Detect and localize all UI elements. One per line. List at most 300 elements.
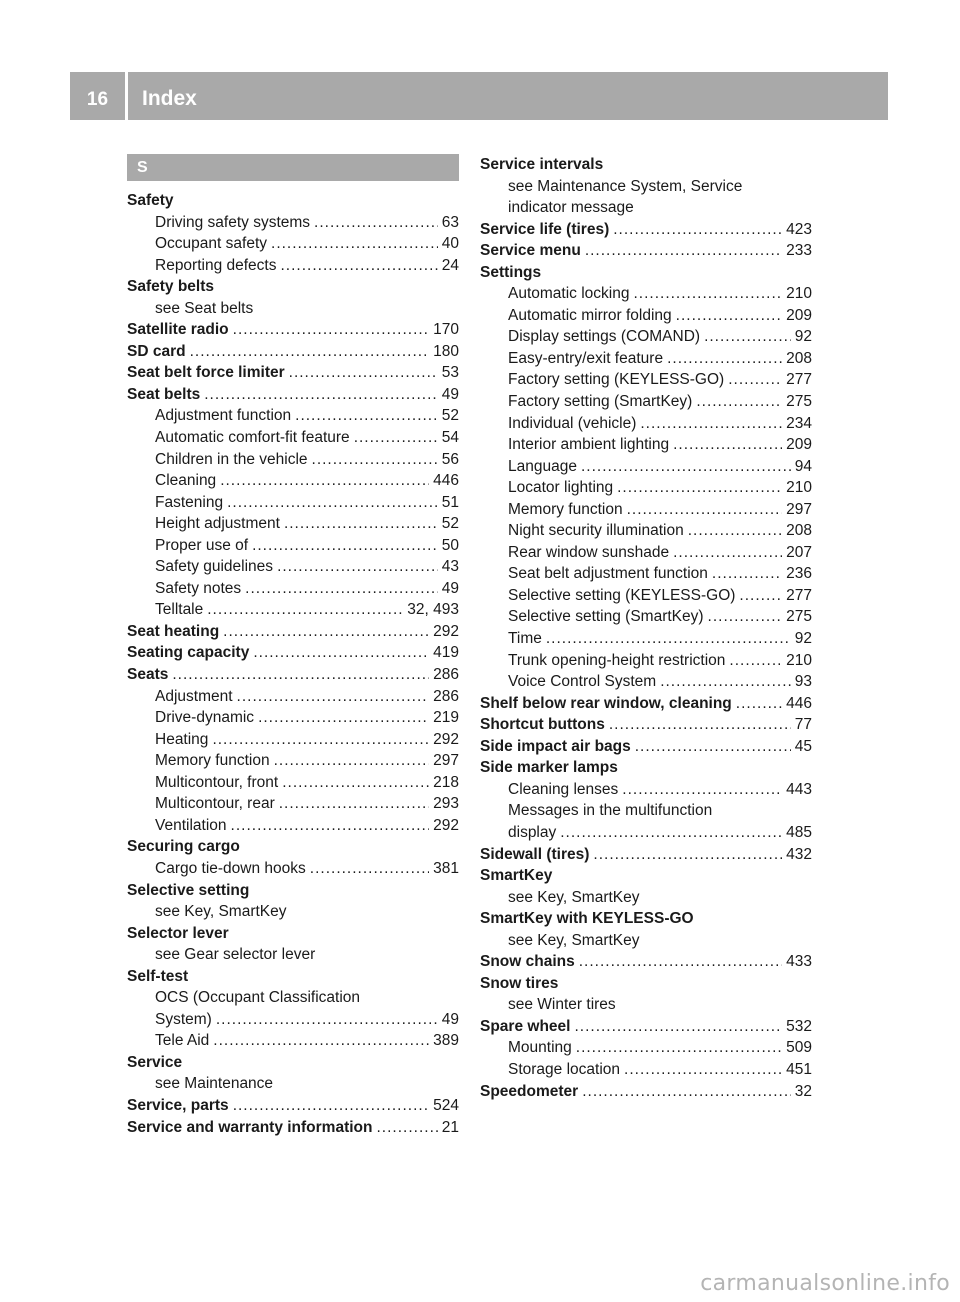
index-entry <box>480 865 812 887</box>
index-page-ref: 275 <box>786 393 812 411</box>
index-page-ref: 509 <box>786 1039 812 1057</box>
index-entry <box>480 887 812 909</box>
index-entry <box>127 664 459 686</box>
index-entry <box>480 369 812 391</box>
index-page-ref: 92 <box>794 328 812 346</box>
header-divider <box>125 72 128 120</box>
index-term: Factory setting (SmartKey) <box>508 393 693 411</box>
index-term: Safety notes <box>155 579 242 597</box>
leader-dots <box>207 599 403 621</box>
index-entry <box>480 499 812 521</box>
index-page-ref: 524 <box>433 1096 459 1114</box>
leader-dots <box>231 815 430 837</box>
index-term: Multicontour, front <box>155 773 279 791</box>
index-entry <box>127 362 459 384</box>
index-entry <box>127 750 459 772</box>
index-entry <box>127 1095 459 1117</box>
index-entry <box>480 628 812 650</box>
index-entry <box>127 707 459 729</box>
index-term: Storage location <box>508 1060 621 1078</box>
index-page-ref: 209 <box>786 436 812 454</box>
index-term: Language <box>508 457 577 475</box>
index-term: Memory function <box>155 752 270 770</box>
index-entry <box>480 283 812 305</box>
index-entry <box>480 650 812 672</box>
index-page-ref: 297 <box>433 752 459 770</box>
index-page-ref: 233 <box>786 242 812 260</box>
leader-dots <box>279 793 429 815</box>
index-page-ref: 208 <box>786 522 812 540</box>
leader-dots <box>212 729 429 751</box>
index-term: Time <box>508 630 542 648</box>
index-entry <box>480 563 812 585</box>
index-term: Selective setting (SmartKey) <box>508 608 704 626</box>
index-term: Sidewall (tires) <box>480 845 590 863</box>
index-page-ref: 443 <box>786 780 812 798</box>
index-term: Height adjustment <box>155 515 280 533</box>
index-term: Side marker lamps <box>480 759 618 777</box>
index-term: Messages in the multifunction <box>508 802 713 820</box>
leader-dots <box>582 1081 791 1103</box>
index-entry <box>127 384 459 406</box>
index-term: Selective setting (KEYLESS-GO) <box>508 586 736 604</box>
index-entry <box>127 427 459 449</box>
index-term: see Seat belts <box>155 299 254 317</box>
index-page-ref: 292 <box>433 816 459 834</box>
index-entry <box>127 212 459 234</box>
index-page-ref: 94 <box>794 457 812 475</box>
index-term: Occupant safety <box>155 235 268 253</box>
index-term: Locator lighting <box>508 479 614 497</box>
index-term: Securing cargo <box>127 838 240 856</box>
index-page-ref: 293 <box>433 795 459 813</box>
index-entry <box>480 456 812 478</box>
leader-dots <box>245 578 438 600</box>
index-term: Safety belts <box>127 278 215 296</box>
index-entry <box>480 844 812 866</box>
index-entry <box>127 190 459 212</box>
index-page-ref: 50 <box>441 536 459 554</box>
index-page-ref: 24 <box>441 256 459 274</box>
leader-dots <box>354 427 438 449</box>
index-term: Seat belt force limiter <box>127 364 285 382</box>
index-entry <box>480 951 812 973</box>
index-page-ref: 32 <box>794 1082 812 1100</box>
index-term: Rear window sunshade <box>508 543 670 561</box>
index-page-ref: 423 <box>786 220 812 238</box>
index-page-ref: 389 <box>433 1032 459 1050</box>
page-number: 16 <box>86 89 109 110</box>
index-entry <box>480 197 812 219</box>
index-entry <box>480 908 812 930</box>
index-entry <box>127 836 459 858</box>
leader-dots <box>576 1037 782 1059</box>
index-page-ref: 286 <box>433 666 459 684</box>
index-term: Snow chains <box>480 953 575 971</box>
leader-dots <box>289 362 438 384</box>
index-term: Settings <box>480 263 542 281</box>
index-entry <box>127 513 459 535</box>
index-term: Cleaning <box>155 472 217 490</box>
index-term: Seating capacity <box>127 644 250 662</box>
index-term: Speedometer <box>480 1082 579 1100</box>
page-title: Index <box>142 87 197 110</box>
index-entry <box>480 477 812 499</box>
leader-dots <box>220 470 429 492</box>
index-page-ref: 485 <box>786 823 812 841</box>
index-page-ref: 210 <box>786 651 812 669</box>
index-page-ref: 40 <box>441 235 459 253</box>
index-term: Tele Aid <box>155 1032 210 1050</box>
index-term: Self-test <box>127 967 189 985</box>
index-entry <box>480 822 812 844</box>
leader-dots <box>712 563 782 585</box>
index-term: Service life (tires) <box>480 220 610 238</box>
leader-dots <box>574 1016 782 1038</box>
index-entry <box>480 779 812 801</box>
index-entry <box>127 341 459 363</box>
index-term: Trunk opening-height restriction <box>508 651 726 669</box>
leader-dots <box>233 1095 429 1117</box>
index-entry <box>127 901 459 923</box>
section-letter-bar: S <box>127 154 459 181</box>
leader-dots <box>736 693 782 715</box>
index-page-ref: 170 <box>433 321 459 339</box>
index-entry <box>127 880 459 902</box>
index-term: see Gear selector lever <box>155 946 316 964</box>
index-entry <box>127 319 459 341</box>
index-entry <box>127 535 459 557</box>
index-entry <box>480 348 812 370</box>
leader-dots <box>227 492 438 514</box>
index-entry <box>127 858 459 880</box>
index-term: Selective setting <box>127 881 250 899</box>
index-term: Automatic locking <box>508 285 630 303</box>
index-entry <box>480 434 812 456</box>
index-column-left <box>127 154 459 1138</box>
index-entry <box>127 470 459 492</box>
index-page-ref: 210 <box>786 479 812 497</box>
index-page-ref: 53 <box>441 364 459 382</box>
index-page-ref: 49 <box>441 579 459 597</box>
leader-dots <box>635 736 791 758</box>
index-term: Fastening <box>155 493 224 511</box>
leader-dots <box>213 1030 429 1052</box>
leader-dots <box>633 283 782 305</box>
leader-dots <box>274 750 430 772</box>
index-term: Service menu <box>480 242 581 260</box>
index-entry <box>480 994 812 1016</box>
index-entry <box>480 1037 812 1059</box>
index-page-ref: 56 <box>441 450 459 468</box>
index-term: see Maintenance <box>155 1075 274 1093</box>
index-term: Service, parts <box>127 1096 229 1114</box>
index-page-ref: 92 <box>794 630 812 648</box>
index-term: Easy-entry/exit feature <box>508 349 664 367</box>
index-page-ref: 234 <box>786 414 812 432</box>
index-term: Shortcut buttons <box>480 716 605 734</box>
index-term: Service intervals <box>480 156 604 173</box>
index-term: Proper use of <box>155 536 249 554</box>
index-page-ref: 49 <box>441 385 459 403</box>
index-entry <box>480 520 812 542</box>
leader-dots <box>258 707 429 729</box>
index-term: Display settings (COMAND) <box>508 328 701 346</box>
leader-dots <box>295 405 438 427</box>
leader-dots <box>609 714 791 736</box>
index-entry <box>127 686 459 708</box>
index-term: Children in the vehicle <box>155 450 308 468</box>
leader-dots <box>585 240 782 262</box>
index-entry <box>127 987 459 1009</box>
index-entry <box>127 449 459 471</box>
index-entry <box>127 793 459 815</box>
index-page-ref: 419 <box>433 644 459 662</box>
index-page-ref: 218 <box>433 773 459 791</box>
leader-dots <box>739 585 782 607</box>
leader-dots <box>640 413 782 435</box>
index-entry <box>127 642 459 664</box>
index-page-ref: 45 <box>794 737 812 755</box>
index-entry <box>480 219 812 241</box>
leader-dots <box>277 556 438 578</box>
index-entry <box>127 578 459 600</box>
leader-dots <box>613 219 782 241</box>
index-term: see Maintenance System, Service <box>508 177 743 195</box>
index-term: OCS (Occupant Classification <box>155 989 361 1007</box>
index-entry <box>480 1016 812 1038</box>
index-entry <box>127 729 459 751</box>
index-term: Mounting <box>508 1039 572 1057</box>
index-term: Factory setting (KEYLESS-GO) <box>508 371 725 389</box>
leader-dots <box>676 305 782 327</box>
leader-dots <box>546 628 791 650</box>
leader-dots <box>281 255 438 277</box>
index-term: Satellite radio <box>127 321 229 339</box>
index-page-ref: 49 <box>441 1010 459 1028</box>
leader-dots <box>223 621 429 643</box>
leader-dots <box>310 858 429 880</box>
leader-dots <box>673 542 782 564</box>
index-entry <box>480 800 812 822</box>
index-term: Telltale <box>155 601 204 619</box>
index-term: SD card <box>127 342 186 360</box>
index-term: Individual (vehicle) <box>508 414 637 432</box>
index-entry <box>127 1030 459 1052</box>
index-entry <box>480 154 812 176</box>
leader-dots <box>704 326 791 348</box>
index-term: Reporting defects <box>155 256 277 274</box>
index-list-right <box>480 154 812 1102</box>
index-entry <box>480 736 812 758</box>
index-term: Service and warranty information <box>127 1118 373 1136</box>
watermark: carmanualsonline.info <box>700 1271 950 1296</box>
leader-dots <box>312 449 438 471</box>
index-page-ref: 451 <box>786 1060 812 1078</box>
index-entry <box>480 176 812 198</box>
index-term: Snow tires <box>480 974 559 992</box>
index-entry <box>480 585 812 607</box>
index-page-ref: 209 <box>786 306 812 324</box>
index-entry <box>480 973 812 995</box>
index-entry <box>480 671 812 693</box>
index-entry <box>480 1081 812 1103</box>
leader-dots <box>233 319 429 341</box>
index-entry <box>480 930 812 952</box>
index-page-ref: 432 <box>786 845 812 863</box>
index-term: Drive-dynamic <box>155 709 255 727</box>
leader-dots <box>729 650 782 672</box>
index-entry <box>127 599 459 621</box>
index-entry <box>127 1073 459 1095</box>
index-entry <box>480 413 812 435</box>
leader-dots <box>617 477 782 499</box>
index-term: Side impact air bags <box>480 737 631 755</box>
index-page-ref: 77 <box>794 716 812 734</box>
index-term: Service <box>127 1053 183 1071</box>
leader-dots <box>377 1117 438 1139</box>
index-term: System) <box>155 1010 212 1028</box>
index-term: Heating <box>155 730 209 748</box>
leader-dots <box>696 391 782 413</box>
index-page-ref: 52 <box>441 515 459 533</box>
index-term: Cleaning lenses <box>508 780 619 798</box>
index-page-ref: 446 <box>433 472 459 490</box>
index-entry <box>127 1052 459 1074</box>
leader-dots <box>581 456 791 478</box>
index-term: Spare wheel <box>480 1017 571 1035</box>
index-term: see Winter tires <box>508 996 616 1014</box>
index-term: display <box>508 823 557 841</box>
index-page-ref: 219 <box>433 709 459 727</box>
index-entry <box>480 305 812 327</box>
leader-dots <box>708 606 783 628</box>
index-term: Interior ambient lighting <box>508 436 670 454</box>
index-page-ref: 297 <box>786 500 812 518</box>
index-page-ref: 210 <box>786 285 812 303</box>
leader-dots <box>237 686 430 708</box>
index-entry <box>127 556 459 578</box>
index-entry <box>127 966 459 988</box>
index-page-ref: 277 <box>786 371 812 389</box>
index-entry <box>480 262 812 284</box>
index-entry <box>127 1009 459 1031</box>
index-entry <box>127 492 459 514</box>
index-entry <box>480 757 812 779</box>
page-header <box>70 72 888 120</box>
index-term: Automatic mirror folding <box>508 306 672 324</box>
index-term: Adjustment <box>155 687 233 705</box>
leader-dots <box>314 212 438 234</box>
index-term: Seat belt adjustment function <box>508 565 708 583</box>
index-entry <box>127 944 459 966</box>
index-page-ref: 207 <box>786 543 812 561</box>
index-page-ref: 292 <box>433 730 459 748</box>
index-term: Selector lever <box>127 924 229 942</box>
index-page-ref: 21 <box>441 1118 459 1136</box>
index-page-ref: 381 <box>433 859 459 877</box>
index-page-ref: 180 <box>433 342 459 360</box>
index-page-ref: 63 <box>441 213 459 231</box>
index-term: Seat belts <box>127 385 201 403</box>
index-entry <box>480 542 812 564</box>
index-page-ref: 236 <box>786 565 812 583</box>
index-term: Adjustment function <box>155 407 292 425</box>
index-entry <box>480 693 812 715</box>
index-entry <box>127 815 459 837</box>
leader-dots <box>284 513 438 535</box>
index-page-ref: 446 <box>786 694 812 712</box>
index-entry <box>127 772 459 794</box>
leader-dots <box>271 233 438 255</box>
index-term: Night security illumination <box>508 522 684 540</box>
index-entry <box>480 714 812 736</box>
index-entry <box>480 1059 812 1081</box>
leader-dots <box>579 951 782 973</box>
index-page-ref: 52 <box>441 407 459 425</box>
index-page-ref: 275 <box>786 608 812 626</box>
index-page-ref: 286 <box>433 687 459 705</box>
leader-dots <box>673 434 782 456</box>
leader-dots <box>627 499 783 521</box>
index-entry <box>480 606 812 628</box>
index-term: Safety <box>127 192 174 209</box>
leader-dots <box>622 779 782 801</box>
index-page-ref: 43 <box>441 558 459 576</box>
leader-dots <box>190 341 430 363</box>
leader-dots <box>204 384 438 406</box>
index-term: Automatic comfort-fit feature <box>155 429 350 447</box>
index-term: Driving safety systems <box>155 213 311 231</box>
index-list-left <box>127 190 459 1138</box>
index-term: Ventilation <box>155 816 227 834</box>
index-entry <box>127 233 459 255</box>
index-term: Seat heating <box>127 622 220 640</box>
index-entry <box>127 621 459 643</box>
index-page-ref: 292 <box>433 622 459 640</box>
index-page-ref: 277 <box>786 586 812 604</box>
leader-dots <box>282 772 429 794</box>
index-term: Voice Control System <box>508 673 657 691</box>
leader-dots <box>252 535 438 557</box>
index-column-right <box>480 154 812 1102</box>
index-entry <box>127 276 459 298</box>
index-entry <box>480 326 812 348</box>
index-entry <box>480 240 812 262</box>
leader-dots <box>660 671 791 693</box>
index-term: Memory function <box>508 500 623 518</box>
leader-dots <box>728 369 782 391</box>
leader-dots <box>593 844 782 866</box>
index-page-ref: 51 <box>441 493 459 511</box>
index-entry <box>480 391 812 413</box>
index-page-ref: 208 <box>786 349 812 367</box>
index-term: Shelf below rear window, cleaning <box>480 694 732 712</box>
index-entry <box>127 298 459 320</box>
index-entry <box>127 255 459 277</box>
index-page-ref: 433 <box>786 953 812 971</box>
index-term: indicator message <box>508 199 634 217</box>
index-term: Multicontour, rear <box>155 795 275 813</box>
index-page-ref: 532 <box>786 1017 812 1035</box>
index-term: SmartKey <box>480 867 553 885</box>
index-entry <box>127 923 459 945</box>
index-term: see Key, SmartKey <box>508 931 640 949</box>
index-term: see Key, SmartKey <box>508 888 640 906</box>
leader-dots <box>688 520 782 542</box>
index-entry <box>127 1117 459 1139</box>
leader-dots <box>560 822 782 844</box>
